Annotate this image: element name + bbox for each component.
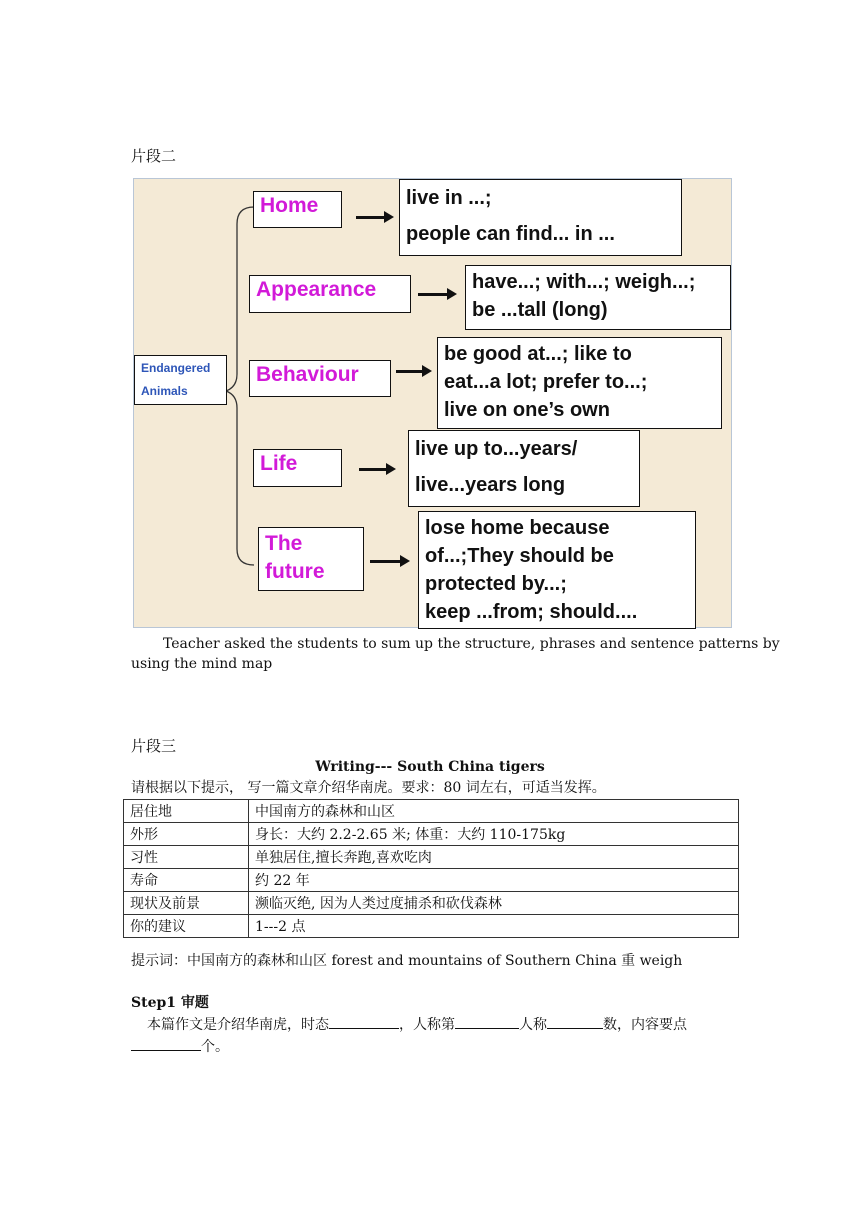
table-row	[124, 823, 739, 846]
table-row	[124, 800, 739, 823]
table-cell-value: 身长：大约 2.2-2.65 米; 体重：大约 110-175kg	[249, 823, 739, 846]
table-cell-label: 寿命	[124, 869, 249, 892]
tense-blank[interactable]	[329, 1014, 399, 1029]
root-node-endangered-animals: Endangered Animals	[134, 355, 227, 405]
arrow-right-icon	[359, 468, 390, 471]
table-cell-value: 单独居住,擅长奔跑,喜欢吃肉	[249, 846, 739, 869]
writing-instruction: 请根据以下提示， 写一篇文章介绍华南虎。要求：80 词左右，可适当发挥。	[131, 780, 606, 796]
info-table	[123, 799, 739, 938]
table-cell-label: 现状及前景	[124, 892, 249, 915]
branch-future-description: lose home because of...;They should be protected by...; keep ...from; should....	[418, 511, 696, 629]
arrow-right-icon	[356, 216, 388, 219]
step1-text-1: 本篇作文是介绍华南虎，时态	[147, 1017, 329, 1033]
writing-title: Writing--- South China tigers	[315, 759, 545, 775]
number-blank[interactable]	[547, 1014, 603, 1029]
table-cell-value: 约 22 年	[249, 869, 739, 892]
branch-home-description: live in ...; people can find... in ...	[399, 179, 682, 256]
hint-text: 提示词：中国南方的森林和山区 forest and mountains of Southern China 重 weigh	[131, 953, 683, 969]
step1-line-2	[131, 1036, 229, 1057]
branch-appearance-description: have...; with...; weigh...; be ...tall (long)	[465, 265, 731, 330]
branch-behaviour-label: Behaviour	[249, 360, 391, 397]
table-row	[124, 869, 739, 892]
arrow-right-icon	[370, 560, 404, 563]
table-cell-value: 濒临灭绝, 因为人类过度捕杀和砍伐森林	[249, 892, 739, 915]
step1-text-3: 人称	[519, 1017, 547, 1033]
arrow-right-icon	[396, 370, 426, 373]
step1-text-4: 数，内容要点	[603, 1017, 687, 1033]
branch-life-description: live up to...years/ live...years long	[408, 430, 640, 507]
branch-appearance-label: Appearance	[249, 275, 411, 313]
table-cell-value: 中国南方的森林和山区	[249, 800, 739, 823]
step1-text-5: 个。	[201, 1039, 229, 1055]
mind-map	[133, 178, 732, 628]
step1-title: Step1 审题	[131, 995, 209, 1011]
table-row	[124, 915, 739, 938]
table-cell-label: 居住地	[124, 800, 249, 823]
caption-line-1: Teacher asked the students to sum up the structure, phrases and sentence patterns by	[163, 636, 780, 652]
points-count-blank[interactable]	[131, 1036, 201, 1051]
table-cell-label: 习性	[124, 846, 249, 869]
arrow-right-icon	[418, 293, 451, 296]
branch-behaviour-description: be good at...; like to eat...a lot; prefer to...; live on one’s own	[437, 337, 722, 429]
person-blank[interactable]	[455, 1014, 519, 1029]
table-row	[124, 892, 739, 915]
table-cell-label: 外形	[124, 823, 249, 846]
branch-future-label: The future	[258, 527, 364, 591]
table-cell-label: 你的建议	[124, 915, 249, 938]
step1-text-2: ，人称第	[399, 1017, 455, 1033]
branch-home-label: Home	[253, 191, 342, 228]
section-2-title: 片段二	[131, 147, 177, 165]
table-cell-value: 1---2 点	[249, 915, 739, 938]
section-3-title: 片段三	[131, 737, 177, 755]
step1-line-1	[147, 1014, 687, 1035]
branch-life-label: Life	[253, 449, 342, 487]
caption-line-2: using the mind map	[131, 656, 273, 672]
table-row	[124, 846, 739, 869]
